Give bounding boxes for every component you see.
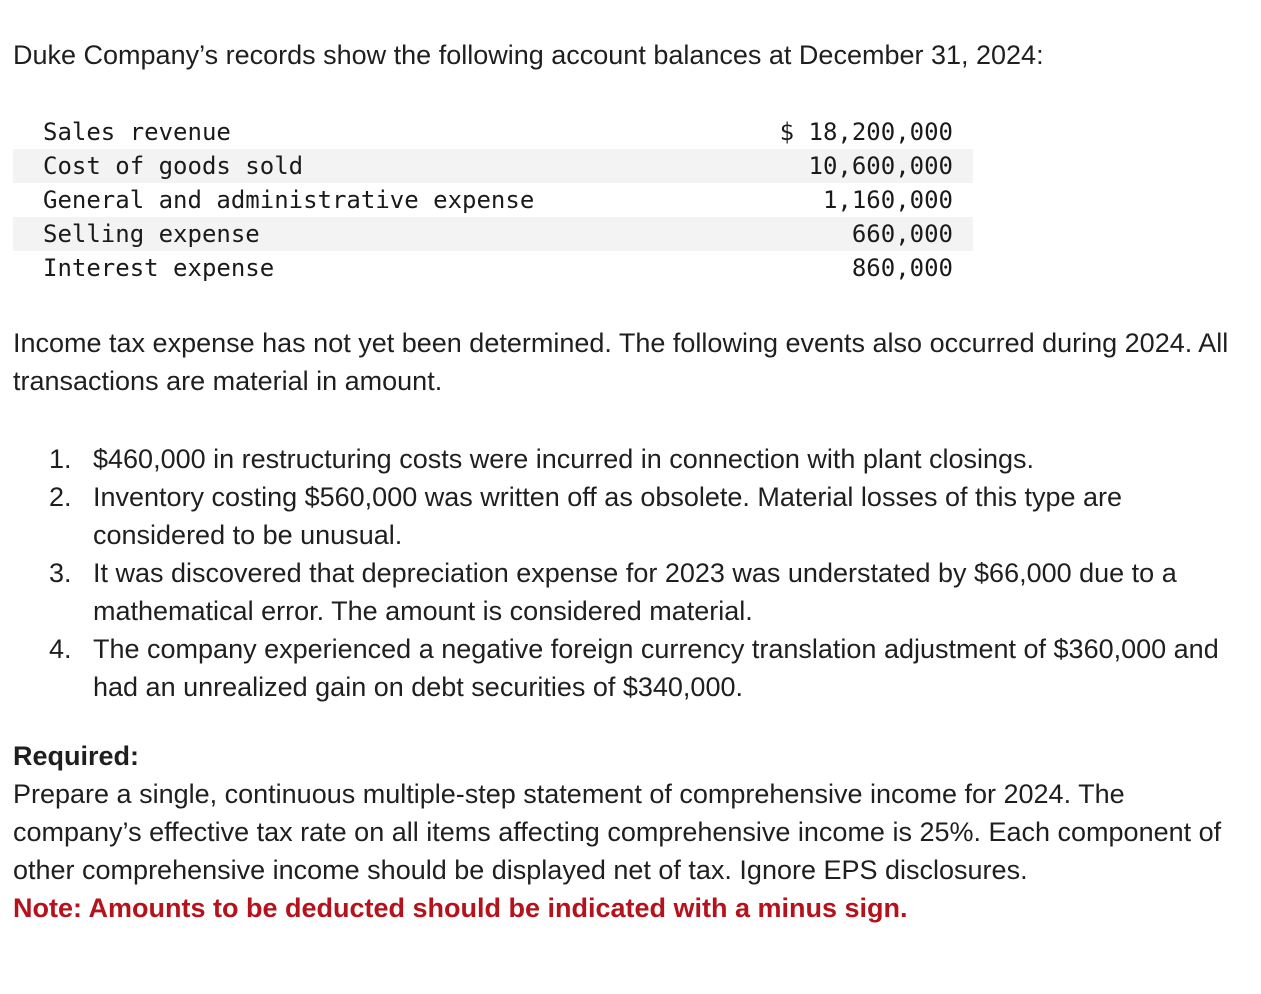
account-amount: 10,600,000 <box>808 152 953 180</box>
account-name: Interest expense <box>43 254 275 282</box>
table-row <box>13 183 973 217</box>
list-item-text: It was discovered that depreciation expense for 2023 was understated by $66,000 due to a mathematical error. The amount is considered material. <box>93 558 1177 626</box>
account-amount: 660,000 <box>851 220 953 248</box>
account-amount: 860,000 <box>851 254 953 282</box>
events-intro-paragraph: Income tax expense has not yet been determined. The following events also occurred during 2024. All transactions are material in amount. <box>13 328 1229 396</box>
account-balances-table <box>13 115 973 285</box>
list-item <box>13 440 1233 478</box>
table-row <box>13 217 973 251</box>
required-heading: Required: <box>13 741 140 771</box>
list-item <box>13 554 1233 630</box>
list-item-number: 1. <box>49 444 72 474</box>
list-item-text: The company experienced a negative foreign currency translation adjustment of $360,000 and had an unrealized gain on debt securities of $340,000. <box>93 634 1219 702</box>
account-name: Cost of goods sold <box>43 152 304 180</box>
account-name: General and administrative expense <box>43 186 535 214</box>
account-name: Selling expense <box>43 220 260 248</box>
account-amount: $ 18,200,000 <box>779 118 953 146</box>
list-item-number: 3. <box>49 558 72 588</box>
list-item <box>13 478 1233 554</box>
account-name: Sales revenue <box>43 118 231 146</box>
list-item-text: $460,000 in restructuring costs were incurred in connection with plant closings. <box>93 444 1035 474</box>
list-item-text: Inventory costing $560,000 was written off as obsolete. Material losses of this type are considered to be unusual. <box>93 482 1123 550</box>
list-item <box>13 630 1233 706</box>
table-row <box>13 251 973 285</box>
list-item-number: 4. <box>49 634 72 664</box>
minus-sign-note: Note: Amounts to be deducted should be indicated with a minus sign. <box>13 893 908 923</box>
table-row <box>13 115 973 149</box>
account-amount: 1,160,000 <box>822 186 953 214</box>
table-row <box>13 149 973 183</box>
required-instructions: Prepare a single, continuous multiple-step statement of comprehensive income for 2024. The company’s effective tax rate on all items affecting comprehensive income is 25%. Each component of other comprehensive income should be displayed net of tax. Ignore EPS disclosures. <box>13 779 1222 885</box>
list-item-number: 2. <box>49 482 72 512</box>
events-list <box>13 440 1233 706</box>
intro-text: Duke Company’s records show the following account balances at December 31, 2024: <box>13 40 1044 70</box>
required-section <box>13 737 1243 927</box>
